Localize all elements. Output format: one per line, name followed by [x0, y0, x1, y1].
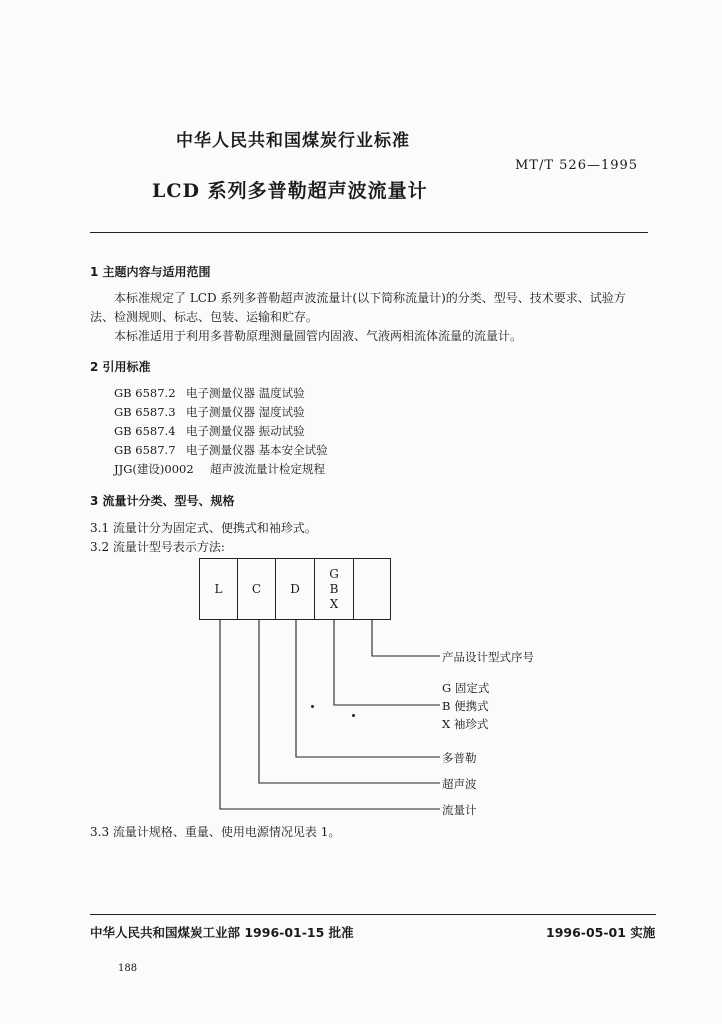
label-doppler: 多普勒	[442, 751, 477, 765]
section-1-para-1-line-2: 法、检测规则、标志、包装、运输和贮存。	[90, 310, 319, 324]
label-portable: B 便携式	[442, 699, 489, 713]
section-2-heading: 2 引用标准	[90, 360, 151, 374]
scan-speck	[352, 714, 355, 717]
section-3-2: 3.2 流量计型号表示方法:	[90, 540, 225, 554]
section-1-para-1-line-1: 本标准规定了 LCD 系列多普勒超声波流量计(以下简称流量计)的分类、型号、技术要求、试验方	[114, 291, 626, 305]
reference-item: GB 6587.2 电子测量仪器 温度试验	[114, 386, 305, 400]
label-pocket: X 袖珍式	[442, 717, 489, 731]
model-box-c: C	[237, 558, 276, 620]
label-flowmeter: 流量计	[442, 803, 477, 817]
approval-line: 中华人民共和国煤炭工业部 1996-01-15 批准	[90, 925, 354, 940]
model-box-type: G B X	[314, 558, 354, 620]
section-1-heading: 1 主题内容与适用范围	[90, 265, 211, 279]
implementation-date: 1996-05-01 实施	[546, 925, 656, 940]
label-design-sequence: 产品设计型式序号	[442, 650, 534, 664]
reference-item: GB 6587.3 电子测量仪器 湿度试验	[114, 405, 305, 419]
standard-number: MT/T 526—1995	[515, 158, 639, 173]
issuing-authority: 中华人民共和国煤炭行业标准	[176, 131, 410, 151]
label-fixed: G 固定式	[442, 681, 490, 695]
reference-item: GB 6587.7 电子测量仪器 基本安全试验	[114, 443, 328, 457]
document-title: LCD 系列多普勒超声波流量计	[152, 180, 428, 202]
label-ultrasonic: 超声波	[442, 777, 477, 791]
section-3-heading: 3 流量计分类、型号、规格	[90, 494, 235, 508]
section-1-para-2: 本标准适用于利用多普勒原理测量圆管内固液、气液两相流体流量的流量计。	[114, 329, 523, 343]
footer-rule	[90, 914, 656, 915]
model-box-d: D	[275, 558, 315, 620]
reference-item: JJG(建设)0002 超声波流量计检定规程	[114, 462, 325, 476]
section-3-1: 3.1 流量计分为固定式、便携式和袖珍式。	[90, 521, 317, 535]
section-3-3: 3.3 流量计规格、重量、使用电源情况见表 1。	[90, 825, 341, 839]
page-number: 188	[118, 963, 138, 974]
reference-item: GB 6587.4 电子测量仪器 振动试验	[114, 424, 305, 438]
model-box-l: L	[199, 558, 238, 620]
scan-speck	[311, 705, 314, 708]
